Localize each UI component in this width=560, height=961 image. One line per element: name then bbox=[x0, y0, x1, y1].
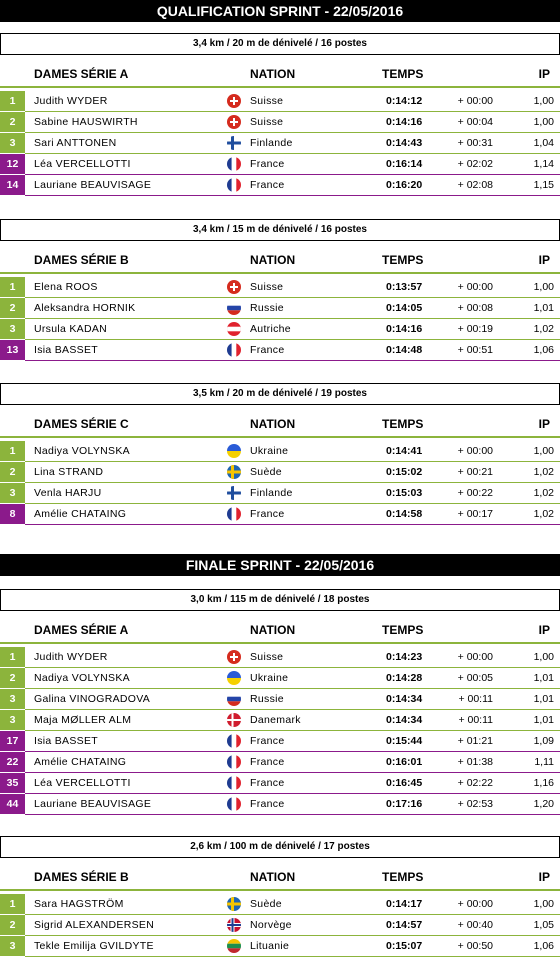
finish-time: 0:14:41 bbox=[386, 445, 423, 457]
time-column-header: TEMPS bbox=[382, 253, 424, 267]
finish-time: 0:14:28 bbox=[386, 672, 423, 684]
nation-name: France bbox=[250, 798, 285, 810]
ip-value: 1,02 bbox=[533, 508, 554, 520]
rank-badge: 3 bbox=[0, 319, 25, 339]
nation-name: France bbox=[250, 179, 285, 191]
athlete-name: Sabine HAUSWIRTH bbox=[34, 116, 138, 128]
time-gap: + 00:11 bbox=[458, 693, 493, 705]
athlete-name: Judith WYDER bbox=[34, 95, 108, 107]
time-column-header: TEMPS bbox=[382, 623, 424, 637]
nation-name: France bbox=[250, 508, 285, 520]
rank-badge: 1 bbox=[0, 894, 25, 914]
athlete-name: Lina STRAND bbox=[34, 466, 104, 478]
table-header bbox=[0, 620, 560, 640]
nation-name: France bbox=[250, 344, 285, 356]
ip-value: 1,02 bbox=[533, 323, 554, 335]
time-gap: + 02:22 bbox=[457, 777, 493, 789]
table-header bbox=[0, 64, 560, 84]
finnish-flag-icon bbox=[227, 486, 241, 500]
section-title: QUALIFICATION SPRINT - 22/05/2016 bbox=[0, 0, 560, 22]
ukrainian-flag-icon bbox=[227, 444, 241, 458]
austrian-flag-icon bbox=[227, 322, 241, 336]
ip-value: 1,00 bbox=[533, 95, 554, 107]
ip-value: 1,02 bbox=[533, 466, 554, 478]
table-row bbox=[0, 277, 560, 298]
athlete-name: Sari ANTTONEN bbox=[34, 137, 117, 149]
race-info-box: 3,5 km / 20 m de dénivelé / 19 postes bbox=[0, 383, 560, 405]
section-title: FINALE SPRINT - 22/05/2016 bbox=[0, 554, 560, 576]
rank-badge: 3 bbox=[0, 483, 25, 503]
table-row bbox=[0, 175, 560, 196]
table-row bbox=[0, 154, 560, 175]
athlete-name: Tekle Emilija GVILDYTE bbox=[34, 940, 154, 952]
finish-time: 0:16:20 bbox=[386, 179, 423, 191]
header-divider bbox=[0, 889, 560, 891]
finish-time: 0:15:03 bbox=[386, 487, 423, 499]
danish-flag-icon bbox=[227, 713, 241, 727]
table-row bbox=[0, 504, 560, 525]
rank-badge: 14 bbox=[0, 175, 25, 195]
finish-time: 0:15:02 bbox=[386, 466, 423, 478]
ip-value: 1,15 bbox=[533, 179, 554, 191]
french-flag-icon bbox=[227, 343, 241, 357]
time-gap: + 00:40 bbox=[457, 919, 493, 931]
finish-time: 0:14:23 bbox=[386, 651, 423, 663]
ip-column-header: IP bbox=[538, 870, 550, 884]
athlete-name: Lauriane BEAUVISAGE bbox=[34, 798, 152, 810]
rank-badge: 1 bbox=[0, 441, 25, 461]
table-row bbox=[0, 441, 560, 462]
rank-badge: 17 bbox=[0, 731, 25, 751]
nation-name: France bbox=[250, 158, 285, 170]
rank-badge: 3 bbox=[0, 936, 25, 956]
athlete-name: Sara HAGSTRÖM bbox=[34, 898, 124, 910]
athlete-name: Léa VERCELLOTTI bbox=[34, 777, 131, 789]
finish-time: 0:16:14 bbox=[386, 158, 423, 170]
finish-time: 0:14:12 bbox=[386, 95, 423, 107]
rank-badge: 3 bbox=[0, 710, 25, 730]
french-flag-icon bbox=[227, 178, 241, 192]
table-row bbox=[0, 794, 560, 815]
athlete-name: Léa VERCELLOTTI bbox=[34, 158, 131, 170]
time-column-header: TEMPS bbox=[382, 870, 424, 884]
series-label: DAMES SÉRIE C bbox=[34, 417, 129, 431]
nation-name: Suède bbox=[250, 898, 282, 910]
nation-name: Danemark bbox=[250, 714, 301, 726]
nation-column-header: NATION bbox=[250, 623, 296, 637]
finish-time: 0:14:17 bbox=[386, 898, 423, 910]
header-divider bbox=[0, 86, 560, 88]
row-divider bbox=[25, 814, 560, 815]
ip-value: 1,20 bbox=[533, 798, 554, 810]
time-gap: + 00:04 bbox=[457, 116, 493, 128]
nation-name: Ukraine bbox=[250, 445, 289, 457]
ukrainian-flag-icon bbox=[227, 671, 241, 685]
nation-name: Autriche bbox=[250, 323, 291, 335]
table-row bbox=[0, 710, 560, 731]
rank-badge: 8 bbox=[0, 504, 25, 524]
nation-name: Finlande bbox=[250, 487, 293, 499]
finish-time: 0:16:01 bbox=[386, 756, 423, 768]
ip-column-header: IP bbox=[538, 253, 550, 267]
time-gap: + 01:21 bbox=[457, 735, 493, 747]
french-flag-icon bbox=[227, 157, 241, 171]
time-gap: + 00:00 bbox=[457, 898, 493, 910]
finish-time: 0:14:34 bbox=[386, 693, 423, 705]
ip-value: 1,01 bbox=[533, 302, 554, 314]
ip-column-header: IP bbox=[538, 623, 550, 637]
table-row bbox=[0, 773, 560, 794]
russian-flag-icon bbox=[227, 301, 241, 315]
nation-name: Suisse bbox=[250, 95, 284, 107]
ip-column-header: IP bbox=[538, 417, 550, 431]
nation-name: Ukraine bbox=[250, 672, 289, 684]
nation-column-header: NATION bbox=[250, 253, 296, 267]
time-gap: + 00:11 bbox=[458, 714, 493, 726]
french-flag-icon bbox=[227, 776, 241, 790]
french-flag-icon bbox=[227, 734, 241, 748]
finish-time: 0:15:07 bbox=[386, 940, 423, 952]
ip-value: 1,01 bbox=[533, 693, 554, 705]
athlete-name: Elena ROOS bbox=[34, 281, 98, 293]
series-label: DAMES SÉRIE A bbox=[34, 67, 129, 81]
race-info-box: 2,6 km / 100 m de dénivelé / 17 postes bbox=[0, 836, 560, 858]
nation-column-header: NATION bbox=[250, 67, 296, 81]
rank-badge: 2 bbox=[0, 668, 25, 688]
rank-badge: 3 bbox=[0, 133, 25, 153]
rank-badge: 1 bbox=[0, 91, 25, 111]
rank-badge: 12 bbox=[0, 154, 25, 174]
table-row bbox=[0, 483, 560, 504]
swiss-flag-icon bbox=[227, 280, 241, 294]
time-gap: + 00:22 bbox=[457, 487, 493, 499]
lithuanian-flag-icon bbox=[227, 939, 241, 953]
header-divider bbox=[0, 436, 560, 438]
nation-name: France bbox=[250, 777, 285, 789]
finish-time: 0:14:16 bbox=[386, 116, 423, 128]
rank-badge: 2 bbox=[0, 298, 25, 318]
rank-badge: 1 bbox=[0, 647, 25, 667]
nation-column-header: NATION bbox=[250, 870, 296, 884]
ip-value: 1,02 bbox=[533, 487, 554, 499]
finish-time: 0:14:05 bbox=[386, 302, 423, 314]
race-info-box: 3,4 km / 15 m de dénivelé / 16 postes bbox=[0, 219, 560, 241]
french-flag-icon bbox=[227, 507, 241, 521]
ip-value: 1,01 bbox=[533, 714, 554, 726]
rank-badge: 2 bbox=[0, 462, 25, 482]
athlete-name: Nadiya VOLYNSKA bbox=[34, 672, 130, 684]
table-row bbox=[0, 298, 560, 319]
time-gap: + 00:05 bbox=[457, 672, 493, 684]
table-row bbox=[0, 112, 560, 133]
time-gap: + 00:50 bbox=[457, 940, 493, 952]
time-gap: + 00:00 bbox=[457, 95, 493, 107]
row-divider bbox=[25, 524, 560, 525]
table-header bbox=[0, 867, 560, 887]
nation-name: Russie bbox=[250, 302, 284, 314]
athlete-name: Galina VINOGRADOVA bbox=[34, 693, 151, 705]
ip-column-header: IP bbox=[538, 67, 550, 81]
table-row bbox=[0, 319, 560, 340]
ip-value: 1,00 bbox=[533, 445, 554, 457]
ip-value: 1,01 bbox=[533, 672, 554, 684]
time-gap: + 00:00 bbox=[457, 651, 493, 663]
series-label: DAMES SÉRIE B bbox=[34, 253, 129, 267]
athlete-name: Sigrid ALEXANDERSEN bbox=[34, 919, 155, 931]
swiss-flag-icon bbox=[227, 94, 241, 108]
ip-value: 1,00 bbox=[533, 651, 554, 663]
table-row bbox=[0, 936, 560, 957]
ip-value: 1,14 bbox=[533, 158, 554, 170]
time-gap: + 00:31 bbox=[457, 137, 493, 149]
finish-time: 0:13:57 bbox=[386, 281, 423, 293]
nation-name: Norvège bbox=[250, 919, 292, 931]
table-header bbox=[0, 414, 560, 434]
table-row bbox=[0, 668, 560, 689]
rank-badge: 2 bbox=[0, 915, 25, 935]
athlete-name: Amélie CHATAING bbox=[34, 508, 127, 520]
table-row bbox=[0, 689, 560, 710]
ip-value: 1,00 bbox=[533, 898, 554, 910]
athlete-name: Ursula KADAN bbox=[34, 323, 108, 335]
nation-name: Lituanie bbox=[250, 940, 290, 952]
nation-name: France bbox=[250, 735, 285, 747]
table-row bbox=[0, 133, 560, 154]
time-gap: + 02:02 bbox=[457, 158, 493, 170]
swiss-flag-icon bbox=[227, 115, 241, 129]
norwegian-flag-icon bbox=[227, 918, 241, 932]
time-gap: + 00:17 bbox=[457, 508, 493, 520]
finish-time: 0:14:16 bbox=[386, 323, 423, 335]
table-row bbox=[0, 91, 560, 112]
race-info-box: 3,4 km / 20 m de dénivelé / 16 postes bbox=[0, 33, 560, 55]
table-row bbox=[0, 752, 560, 773]
series-label: DAMES SÉRIE A bbox=[34, 623, 129, 637]
rank-badge: 13 bbox=[0, 340, 25, 360]
time-column-header: TEMPS bbox=[382, 67, 424, 81]
table-row bbox=[0, 915, 560, 936]
ip-value: 1,06 bbox=[533, 344, 554, 356]
finish-time: 0:17:16 bbox=[386, 798, 423, 810]
athlete-name: Venla HARJU bbox=[34, 487, 102, 499]
table-row bbox=[0, 647, 560, 668]
time-gap: + 00:19 bbox=[457, 323, 493, 335]
finish-time: 0:16:45 bbox=[386, 777, 423, 789]
finish-time: 0:14:34 bbox=[386, 714, 423, 726]
table-row bbox=[0, 462, 560, 483]
ip-value: 1,00 bbox=[533, 281, 554, 293]
time-gap: + 00:00 bbox=[457, 445, 493, 457]
time-column-header: TEMPS bbox=[382, 417, 424, 431]
nation-name: France bbox=[250, 756, 285, 768]
athlete-name: Isia BASSET bbox=[34, 344, 98, 356]
time-gap: + 01:38 bbox=[457, 756, 493, 768]
athlete-name: Nadiya VOLYNSKA bbox=[34, 445, 130, 457]
finish-time: 0:14:48 bbox=[386, 344, 423, 356]
athlete-name: Amélie CHATAING bbox=[34, 756, 127, 768]
athlete-name: Judith WYDER bbox=[34, 651, 108, 663]
ip-value: 1,05 bbox=[533, 919, 554, 931]
rank-badge: 3 bbox=[0, 689, 25, 709]
time-gap: + 00:21 bbox=[457, 466, 493, 478]
finnish-flag-icon bbox=[227, 136, 241, 150]
athlete-name: Isia BASSET bbox=[34, 735, 98, 747]
row-divider bbox=[25, 360, 560, 361]
ip-value: 1,00 bbox=[533, 116, 554, 128]
row-divider bbox=[25, 956, 560, 957]
race-info-box: 3,0 km / 115 m de dénivelé / 18 postes bbox=[0, 589, 560, 611]
ip-value: 1,04 bbox=[533, 137, 554, 149]
ip-value: 1,16 bbox=[533, 777, 554, 789]
finish-time: 0:14:43 bbox=[386, 137, 423, 149]
french-flag-icon bbox=[227, 797, 241, 811]
time-gap: + 02:53 bbox=[457, 798, 493, 810]
nation-name: Suisse bbox=[250, 116, 284, 128]
nation-column-header: NATION bbox=[250, 417, 296, 431]
rank-badge: 1 bbox=[0, 277, 25, 297]
table-header bbox=[0, 250, 560, 270]
athlete-name: Maja MØLLER ALM bbox=[34, 714, 132, 726]
french-flag-icon bbox=[227, 755, 241, 769]
nation-name: Suède bbox=[250, 466, 282, 478]
nation-name: Suisse bbox=[250, 281, 284, 293]
rank-badge: 22 bbox=[0, 752, 25, 772]
swedish-flag-icon bbox=[227, 465, 241, 479]
athlete-name: Lauriane BEAUVISAGE bbox=[34, 179, 152, 191]
russian-flag-icon bbox=[227, 692, 241, 706]
ip-value: 1,06 bbox=[533, 940, 554, 952]
time-gap: + 02:08 bbox=[457, 179, 493, 191]
ip-value: 1,11 bbox=[534, 756, 554, 768]
rank-badge: 44 bbox=[0, 794, 25, 814]
nation-name: Suisse bbox=[250, 651, 284, 663]
finish-time: 0:14:58 bbox=[386, 508, 423, 520]
swedish-flag-icon bbox=[227, 897, 241, 911]
time-gap: + 00:00 bbox=[457, 281, 493, 293]
nation-name: Russie bbox=[250, 693, 284, 705]
rank-badge: 2 bbox=[0, 112, 25, 132]
series-label: DAMES SÉRIE B bbox=[34, 870, 129, 884]
table-row bbox=[0, 340, 560, 361]
finish-time: 0:14:57 bbox=[386, 919, 423, 931]
swiss-flag-icon bbox=[227, 650, 241, 664]
ip-value: 1,09 bbox=[533, 735, 554, 747]
table-row bbox=[0, 731, 560, 752]
header-divider bbox=[0, 642, 560, 644]
time-gap: + 00:51 bbox=[457, 344, 493, 356]
nation-name: Finlande bbox=[250, 137, 293, 149]
rank-badge: 35 bbox=[0, 773, 25, 793]
header-divider bbox=[0, 272, 560, 274]
time-gap: + 00:08 bbox=[457, 302, 493, 314]
athlete-name: Aleksandra HORNIK bbox=[34, 302, 136, 314]
finish-time: 0:15:44 bbox=[386, 735, 423, 747]
table-row bbox=[0, 894, 560, 915]
row-divider bbox=[25, 195, 560, 196]
